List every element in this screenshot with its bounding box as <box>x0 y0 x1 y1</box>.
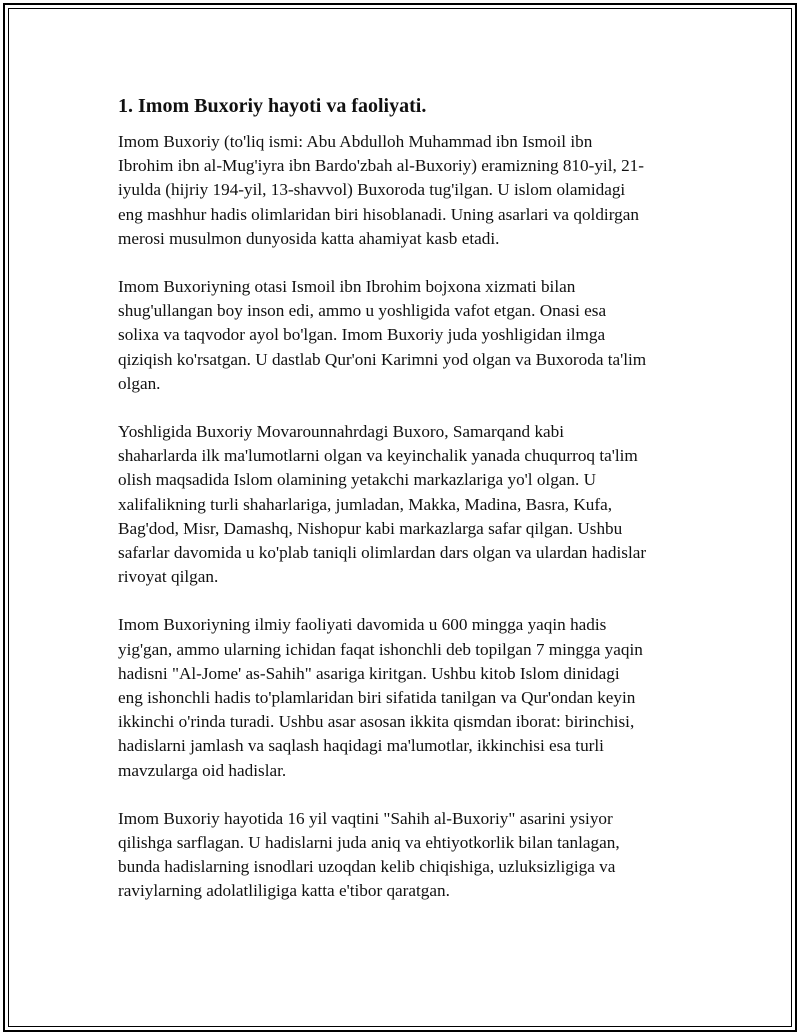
text-line: safarlar davomida u ko'plab taniqli olimlardan dars olgan va ulardan hadislar <box>118 543 647 563</box>
text-line: hadislarni jamlash va saqlash haqidagi ma'lumotlar, ikkinchisi esa turli <box>118 736 604 756</box>
text-line: Imom Buxoriyning otasi Ismoil ibn Ibrohim bojxona xizmati bilan <box>118 277 576 297</box>
section-heading: 1. Imom Buxoriy hayoti va faoliyati. <box>118 95 427 117</box>
text-line: rivoyat qilgan. <box>118 567 219 587</box>
text-line: raviylarning adolatliligiga katta e'tibor qaratgan. <box>118 881 450 901</box>
text-line: ikkinchi o'rinda turadi. Ushbu asar asosan ikkita qismdan iborat: birinchisi, <box>118 712 635 732</box>
paragraph-family <box>118 275 684 396</box>
text-line: shug'ullangan boy inson edi, ammo u yoshligida vafot etgan. Onasi esa <box>118 301 607 321</box>
text-line: iyulda (hijriy 194-yil, 13-shavvol) Buxoroda tug'ilgan. U islom olamidagi <box>118 180 626 200</box>
text-line: mavzularga oid hadislar. <box>118 760 287 780</box>
text-line: qilishga sarflagan. U hadislarni juda aniq va ehtiyotkorlik bilan tanlagan, <box>118 833 620 853</box>
paragraph-scholarship <box>118 613 684 782</box>
text-line: Yoshligida Buxoriy Movarounnahrdagi Buxoro, Samarqand kabi <box>118 422 565 442</box>
text-line: xalifalikning turli shaharlariga, jumladan, Makka, Madina, Basra, Kufa, <box>118 494 612 514</box>
text-line: Ibrohim ibn al-Mug'iyra ibn Bardo'zbah al-Buxoriy) eramizning 810-yil, 21- <box>118 156 644 176</box>
paragraph-travels <box>118 420 684 589</box>
paragraph-sahih <box>118 807 684 904</box>
text-line: eng mashhur hadis olimlaridan biri hisoblanadi. Uning asarlari va qoldirgan <box>118 204 639 224</box>
text-line: Imom Buxoriyning ilmiy faoliyati davomida u 600 mingga yaqin hadis <box>118 615 607 635</box>
text-line: bunda hadislarning isnodlari uzoqdan kelib chiqishiga, uzluksizligiga va <box>118 857 616 877</box>
text-line: Bag'dod, Misr, Damashq, Nishopur kabi markazlarga safar qilgan. Ushbu <box>118 518 623 538</box>
text-line: olish maqsadida Islom olamining yetakchi markazlariga yo'l olgan. U <box>118 470 597 490</box>
paragraph-birth <box>118 130 684 251</box>
text-line: shaharlarda ilk ma'lumotlarni olgan va keyinchalik yanada chuqurroq ta'lim <box>118 446 638 466</box>
text-line: merosi musulmon dunyosida katta ahamiyat kasb etadi. <box>118 228 500 248</box>
text-line: Imom Buxoriy (to'liq ismi: Abu Abdulloh Muhammad ibn Ismoil ibn <box>118 132 593 151</box>
text-line: qiziqish ko'rsatgan. U dastlab Qur'oni Karimni yod olgan va Buxoroda ta'lim <box>118 349 647 369</box>
text-line: yig'gan, ammo ularning ichidan faqat ishonchli deb topilgan 7 mingga yaqin <box>118 639 643 659</box>
text-line: olgan. <box>118 373 161 393</box>
text-line: hadisni "Al-Jome' as-Sahih" asariga kiritgan. Ushbu kitob Islom dinidagi <box>118 663 620 683</box>
document-body <box>118 92 684 928</box>
text-line: Imom Buxoriy hayotida 16 yil vaqtini "Sahih al-Buxoriy" asarini ysiyor <box>118 808 613 828</box>
text-line: solixa va taqvodor ayol bo'lgan. Imom Buxoriy juda yoshligidan ilmga <box>118 325 606 345</box>
text-line: eng ishonchli hadis to'plamlaridan biri sifatida tanilgan va Qur'ondan keyin <box>118 688 636 708</box>
